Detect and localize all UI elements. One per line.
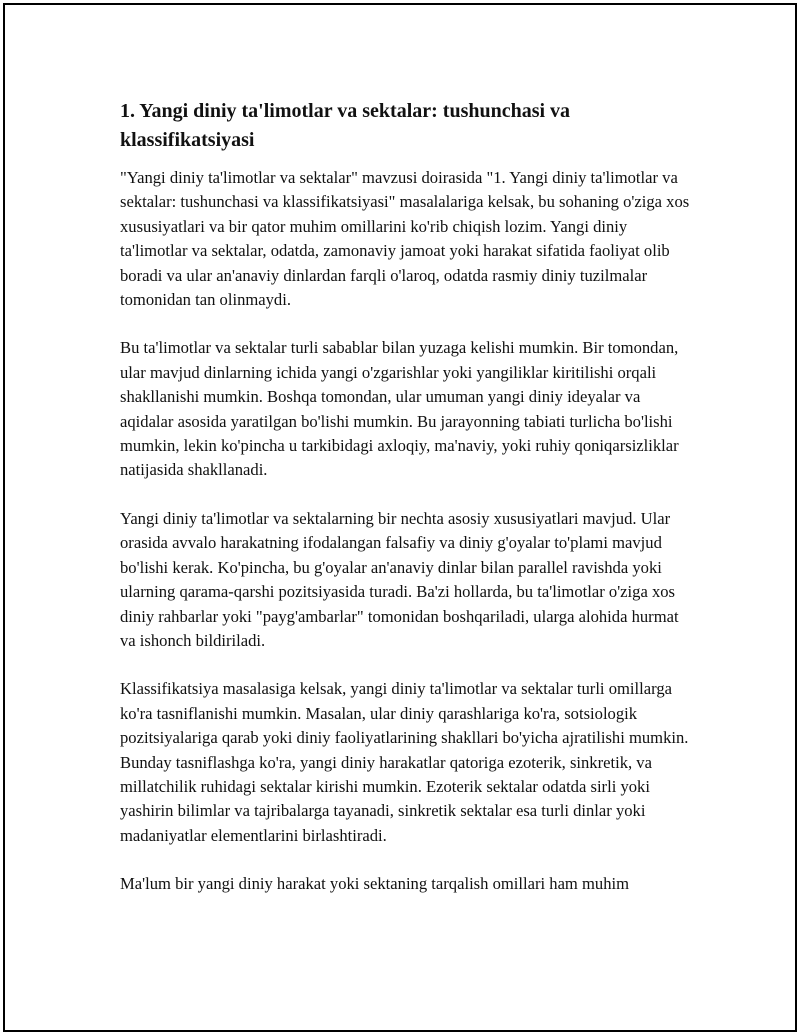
paragraph: "Yangi diniy ta'limotlar va sektalar" mavzusi doirasida "1. Yangi diniy ta'limotlar va sektalar: tushunchasi va klassifikatsiyasi" masalalariga kelsak, bu sohaning o'ziga xos xususiyatlari va bir qator muhim omillarini ko'rib chiqish lozim. Yangi diniy ta'limotlar va sektalar, odatda, zamonaviy jamoat yoki harakat sifatida faoliyat olib boradi va ular an'anaviy dinlardan farqli o'laroq, odatda rasmiy diniy tuzilmalar tomonidan tan olinmaydi. bbox=[120, 168, 690, 310]
document-page bbox=[3, 3, 797, 1032]
paragraph: Bu ta'limotlar va sektalar turli sabablar bilan yuzaga kelishi mumkin. Bir tomondan, ular mavjud dinlarning ichida yangi o'zgarishlar yoki yangiliklar kiritilishi orqali shakllanishi mumkin. Boshqa tomondan, ular umuman yangi diniy ideyalar va aqidalar asosida yaratilgan bo'lishi mumkin. Bu jarayonning tabiati turlicha bo'lishi mumkin, lekin ko'pincha u tarkibidagi axloqiy, ma'naviy, yoki ruhiy qoniqarsizliklar natijasida shakllanadi. bbox=[120, 338, 679, 480]
section-heading: 1. Yangi diniy ta'limotlar va sektalar: tushunchasi va klassifikatsiyasi bbox=[120, 100, 571, 151]
paragraph: Klassifikatsiya masalasiga kelsak, yangi diniy ta'limotlar va sektalar turli omillarga ko'ra tasniflanishi mumkin. Masalan, ular diniy qarashlariga ko'ra, sotsiologik pozitsiyalariga qarab yoki diniy faoliyatlarining shakllari bo'yicha ajratilishi mumkin. Bunday tasniflashga ko'ra, yangi diniy harakatlar qatoriga ezoterik, sinkretik, va millatchilik ruhidagi sektalar kirishi mumkin. Ezoterik sektalar odatda sirli yoki yashirin bilimlar va tajribalarga tayanadi, sinkretik sektalar esa turli dinlar yoki madaniyatlar elementlarini birlashtiradi. bbox=[120, 679, 689, 845]
paragraph: Ma'lum bir yangi diniy harakat yoki sektaning tarqalish omillari ham muhim bbox=[120, 874, 630, 894]
document-body bbox=[120, 97, 690, 921]
paragraph: Yangi diniy ta'limotlar va sektalarning bir nechta asosiy xususiyatlari mavjud. Ular orasida avvalo harakatning ifodalangan falsafiy va diniy g'oyalar to'plami mavjud bo'lishi kerak. Ko'pincha, bu g'oyalar an'anaviy dinlar bilan parallel ravishda yoki ularning qarama-qarshi pozitsiyasida turadi. Ba'zi hollarda, bu ta'limotlar o'ziga xos diniy rahbarlar yoki "payg'ambarlar" tomonidan boshqariladi, ularga alohida hurmat va ishonch bildiriladi. bbox=[120, 508, 679, 650]
